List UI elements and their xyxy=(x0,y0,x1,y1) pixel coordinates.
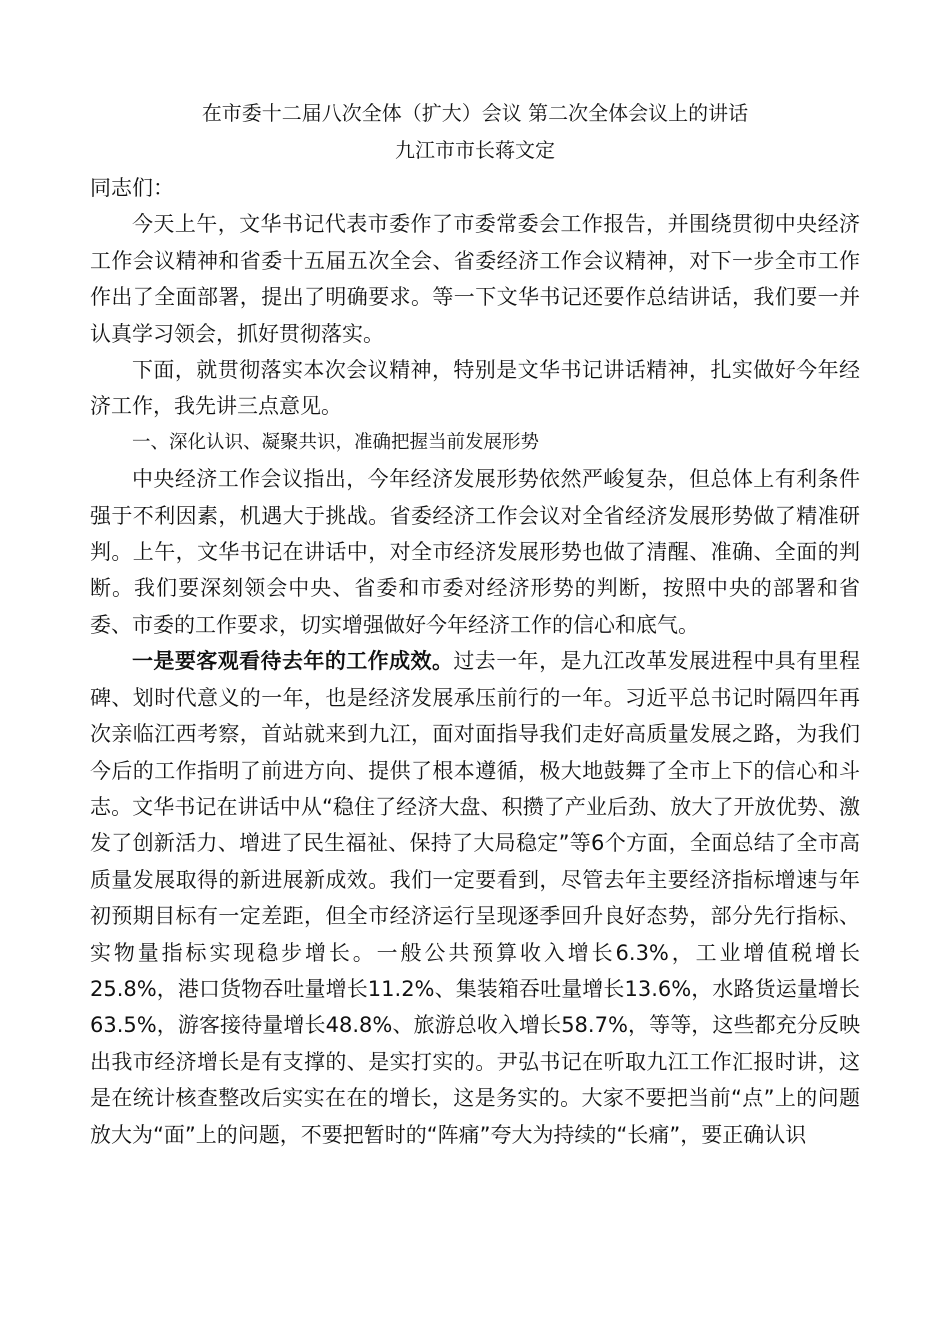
point-one-text: 过去一年，是九江改革发展进程中具有里程碑、划时代意义的一年，也是经济发展承压前行的一年。习近平总书记时隔四年再次亲临江西考察，首站就来到九江，面对面指导我们走好高质量发展之路，为我们今后的工作指明了前进方向、提供了根本遵循，极大地鼓舞了全市上下的信心和斗志。文华书记在讲话中从“稳住了经济大盘、积攒了产业后劲、放大了开放优势、激发了创新活力、增进了民生福祉、保持了大局稳定”等6个方面，全面总结了全市高质量发展取得的新进展新成效。我们一定要看到，尽管去年主要经济指标增速与年初预期目标有一定差距，但全市经济运行呈现逐季回升良好态势，部分先行指标、实物量指标实现稳步增长。一般公共预算收入增长6.3%，工业增值税增长25.8%，港口货物吞吐量增长11.2%、集装箱吞吐量增长13.6%，水路货运量增长63.5%，游客接待量增长48.8%、旅游总收入增长58.7%，等等，这些都充分反映出我市经济增长是有支撑的、是实打实的。尹弘书记在听取九江工作汇报时讲，这是在统计核查整改后实实在在的增长，这是务实的。大家不要把当前“点”上的问题放大为“面”上的问题，不要把暂时的“阵痛”夸大为持续的“长痛”，要正确认识 xyxy=(90,649,861,1147)
document-title: 在市委十二届八次全体（扩大）会议 第二次全体会议上的讲话 xyxy=(201,101,749,125)
section-heading: 一、深化认识、凝聚共识，准确把握当前发展形势 xyxy=(132,431,540,453)
salutation: 同志们： xyxy=(90,176,174,200)
paragraph-intro: 今天上午，文华书记代表市委作了市委常委会工作报告，并围绕贯彻中央经济工作会议精神和省委十五届五次全会、省委经济工作会议精神，对下一步全市工作作出了全面部署，提出了明确要求。等一下文华书记还要作总结讲话，我们要一并认真学习领会，抓好贯彻落实。 xyxy=(90,212,860,346)
point-one-lead: 一是要客观看待去年的工作成效。 xyxy=(132,649,454,674)
document-speaker: 九江市市长蒋文定 xyxy=(395,138,555,162)
paragraph-outline: 下面，就贯彻落实本次会议精神，特别是文华书记讲话精神，扎实做好今年经济工作，我先讲三点意见。 xyxy=(90,358,860,419)
document-body xyxy=(90,170,860,1153)
point-one-paragraph xyxy=(90,643,860,1153)
section-paragraph: 中央经济工作会议指出，今年经济发展形势依然严峻复杂，但总体上有利条件强于不利因素，机遇大于挑战。省委经济工作会议对全省经济发展形势做了精准研判。上午，文华书记在讲话中，对全市经济发展形势也做了清醒、准确、全面的判断。我们要深刻领会中央、省委和市委对经济形势的判断，按照中央的部署和省委、市委的工作要求，切实增强做好今年经济工作的信心和底气。 xyxy=(90,467,860,637)
